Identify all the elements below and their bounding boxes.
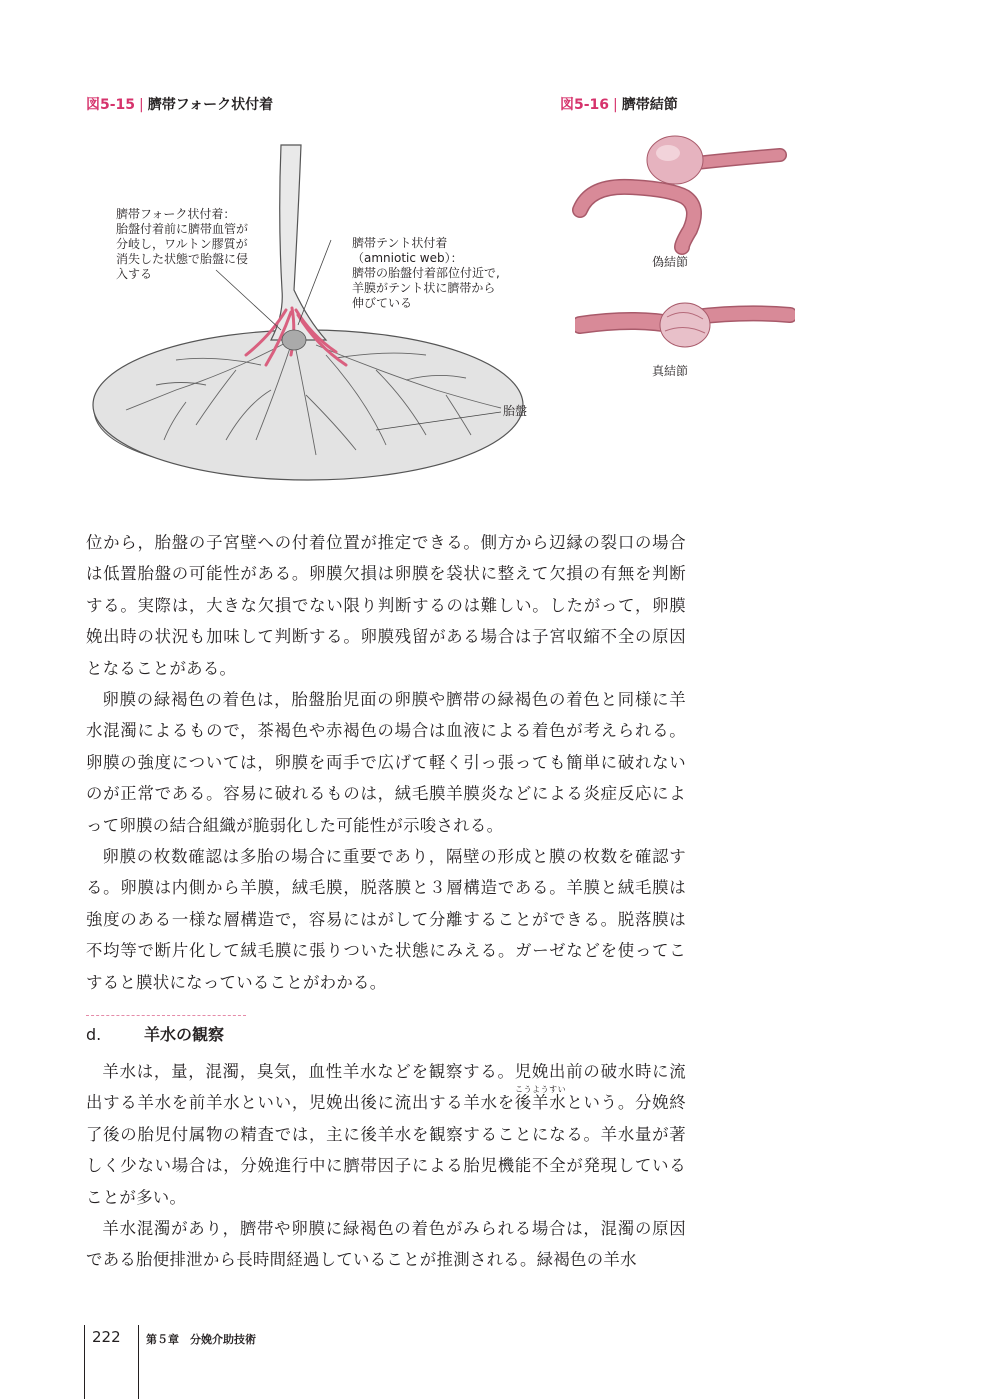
true-knot-illustration [575,295,795,365]
label-line: 消失した状態で胎盤に侵 [116,252,249,266]
section-body-text [86,1056,686,1276]
umbilical-cord [271,145,326,340]
label-line: 胎盤付着前に臍帯血管が [116,222,249,236]
label-line: 入する [116,267,153,281]
section-divider [86,1015,246,1016]
label-line: 臍帯テント状付着 [352,236,448,250]
text-run: 羊水は，量，混濁，臭気，血性羊水などを観察する。児娩出前の破水時に流出する羊水を前羊水といい，児娩出後に流出する羊水を [86,1062,686,1113]
figure-16-title: 臍帯結節 [621,97,678,113]
paragraph: 卵膜の緑褐色の着色は，胎盤胎児面の卵膜や臍帯の緑褐色の着色と同様に羊水混濁によるもので，茶褐色や赤褐色の場合は血液による着色が考えられる。卵膜の強度については，卵膜を両手で広げて軽く引っ張っても簡単に破れないのが正常である。容易に破れるものは，絨毛膜羊膜炎などによる炎症反応によって卵膜の結合組織が脆弱化した可能性が示唆される。 [86,690,686,835]
label-line: 羊膜がテント状に臍帯から [352,281,496,295]
page-number: 222 [92,1328,121,1346]
label-line: 臍帯フォーク状付着： [116,207,236,221]
caption-separator: | [613,97,618,113]
figure-15-number: 図5-15 [86,97,136,113]
figure-16-number: 図5-16 [560,97,610,113]
caption-separator: | [139,97,144,113]
paragraph [86,1056,686,1213]
label-line: （amniotic web）： [352,251,463,265]
ruby-reading: こうようすい [514,1085,566,1095]
placenta-illustration [86,140,546,510]
tent-membrane [282,330,306,350]
paragraph: 卵膜の枚数確認は多胎の場合に重要であり，隔壁の形成と膜の枚数を確認する。卵膜は内側から羊膜，絨毛膜，脱落膜と３層構造である。羊膜と絨毛膜は強度のある一様な層構造で，容易にはがして分離することができる。脱落膜は不均等で断片化して絨毛膜に張りついた状態にみえる。ガーゼなどを使ってこすると膜状になっていることがわかる。 [86,847,686,992]
figure-15-caption [86,94,273,114]
section-number: d. [86,1025,102,1044]
footer-left-rule [84,1325,85,1399]
paragraph: 羊水混濁があり，臍帯や卵膜に緑褐色の着色がみられる場合は，混濁の原因である胎便排泄から長時間経過していることが推測される。緑褐色の羊水 [86,1219,686,1270]
text-run: という。分娩終了後の胎児付属物の精査では，主に後羊水を観察することになる。羊水量が著しく少ない場合は，分娩進行中に臍帯因子による胎児機能不全が発現していることが多い。 [86,1093,686,1207]
label-tent-insertion [352,236,500,311]
false-knot-illustration [570,125,790,255]
label-true-knot: 真結節 [652,364,689,378]
chapter-title: 第５章 分娩介助技術 [146,1333,256,1346]
label-line: 伸びている [352,296,413,310]
figure-16-caption [560,94,678,114]
figure-15-title: 臍帯フォーク状付着 [147,97,274,113]
label-fork-insertion [116,207,248,282]
placenta-surface [93,330,523,480]
section-title: 羊水の観察 [144,1025,225,1044]
label-line: 分岐し，ワルトン膠質が [116,237,248,251]
footer-right-rule [138,1325,139,1399]
section-heading [86,1022,224,1045]
label-placenta: 胎盤 [503,404,528,418]
body-text [86,527,686,998]
label-false-knot: 偽結節 [652,255,689,269]
label-line: 臍帯の胎盤付着部位付近で, [352,266,500,280]
ruby-term [514,1085,567,1113]
ruby-base: 後羊水 [514,1093,567,1113]
paragraph: 位から，胎盤の子宮壁への付着位置が推定できる。側方から辺縁の裂口の場合は低置胎盤の可能性がある。卵膜欠損は卵膜を袋状に整えて欠損の有無を判断する。実際は，大きな欠損でない限り判断するのは難しい。したがって，卵膜娩出時の状況も加味して判断する。卵膜残留がある場合は子宮収縮不全の原因となることがある。 [86,533,686,678]
